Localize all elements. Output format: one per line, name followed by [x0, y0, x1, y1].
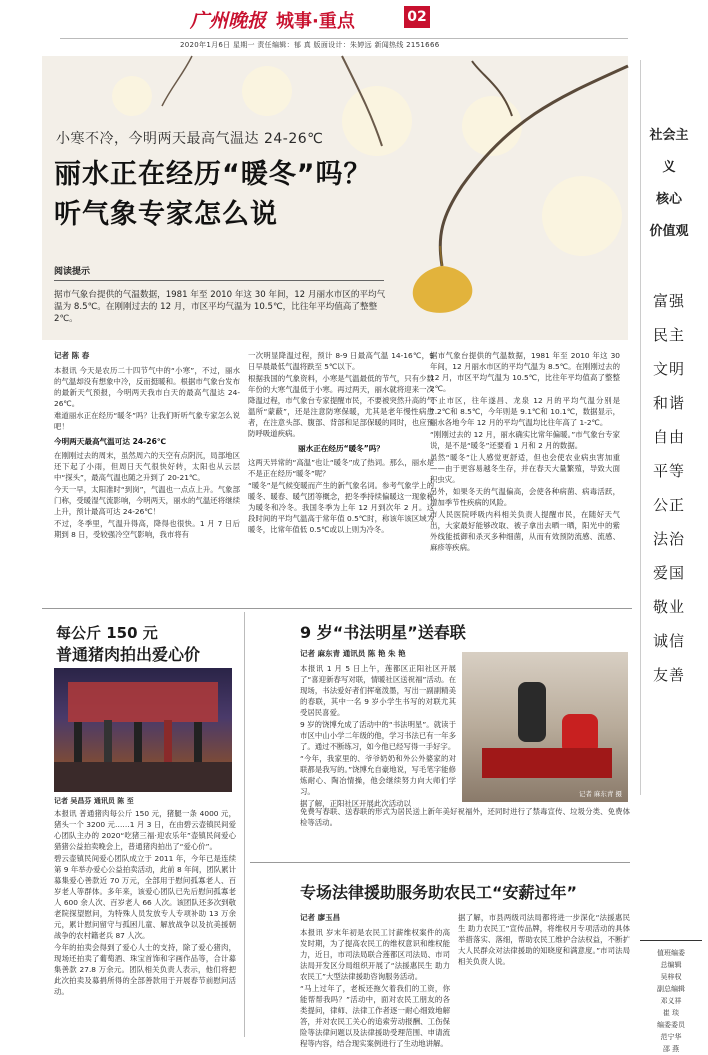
paragraph: “今年，我家里的、爷爷奶奶和外公外婆家的对联都是我写的。”饶博允自豪地说，写毛笔字能修炼耐心、陶冶情操，他会继续努力向大师们学习。 [300, 754, 456, 796]
credit-line: 邵 燕 [662, 1045, 680, 1053]
paragraph: 在刚刚过去的周末，虽然周六的天空有点阴沉，局部地区还下起了小雨，但周日天气很快好转，太阳也从云层中“探头”，最高气温也随之升到了 20-21℃。 [54, 451, 240, 482]
paragraph: 碧云壶镇民间爱心团队成立于 2011 年，今年已是连续第 9 年举办爱心公益拍卖活动，此前 8 年间，团队累计募集爱心善款近 70 万元，全部用于慰问孤寡老人、百岁老人等群体。多年来，该爱心团队已先后慰问孤寡老人 600 余人次、百岁老人 66 人次。该团队还多次到敬老院探望慰问，为特殊人员发放专人专项补助 13 万余元，累计慰问留守与孤困儿童、解放战争以及抗美援朝战争的农村籍老兵 87 人次。 [54, 854, 236, 940]
person-figure [104, 720, 112, 762]
legal-aid-col1 [300, 912, 450, 1048]
paragraph: “刚刚过去的 12 月，丽水确实比常年偏暖。”市气象台专家说，是不是“暖冬”还要看 1 月和 2 月的数据。 [430, 430, 620, 450]
pig-headline-line2: 普通猪肉拍出爱心价 [56, 645, 201, 664]
credit-line: 邓义祥 [660, 997, 682, 1005]
paragraph: 本报讯 普通猪肉每公斤 150 元，猪腿一条 4000 元，猪头一个 3200 元……1 月 3 日，在由碧云壶镇民间爱心团队主办的 2020“吃猪三福·迎农乐年”壶镇民间爱心猎猪公益拍卖晚会上，普通猪肉拍出了“爱心价”。 [54, 809, 236, 851]
paragraph: 今年的拍卖会得到了爱心人士的支持，除了爱心猪肉，现场还拍卖了葡萄酒、珠宝首饰和字画作品等，合计募集善款 27.8 万余元。团队相关负责人表示，他们将把此次拍卖及募捐所得的全部善款用于开展春节前慰问活动。 [54, 943, 236, 996]
editorial-credits [640, 940, 702, 1055]
paragraph: 今天一早，太阳准时“到岗”，气温也一点点上升。气象部门称，受暖湿气流影响，今明两天，丽水的气温还将继续上升，预计最高可达 24-26℃！ [54, 485, 240, 516]
paragraph: 本报讯 岁末年初是农民工讨薪维权案件的高发时期，为了提高农民工的维权意识和维权能力，近日，市司法局联合莲都区司法局、市司法局开发区分局组织开展了“法援惠民生 助力农民工”大型法律援助咨询服务活动。 [300, 928, 450, 981]
core-value: 公正 [652, 496, 685, 514]
core-value: 和谐 [652, 394, 685, 412]
core-value: 敬业 [652, 598, 685, 616]
person-figure [74, 722, 82, 762]
paragraph: 不过，冬季里，气温升得高，降得也很快。1 月 7 日后期到 8 日，受较强冷空气影响，我市将有 [54, 519, 240, 539]
credit-line: 吴梓权 [660, 973, 682, 981]
section-divider [42, 608, 632, 609]
auction-photo [54, 668, 232, 792]
credit-line: 范宁华 [660, 1033, 682, 1041]
person-figure [164, 720, 172, 762]
section-title: 城事·重点 [276, 11, 355, 32]
credit-line: 总编辑 [660, 961, 682, 969]
paragraph: 据了解，市县两级司法局都将进一步深化“法援惠民生 助力农民工”宣传品牌，将维权月专项活动的具体举措落实、落细，帮助农民工维护合法权益，不断扩大人民群众对法律援助的知晓度和满意度。”市司法局相关负责人说。 [458, 913, 630, 966]
calligraphy-headline: 9 岁“书法明星”送春联 [300, 623, 466, 642]
headline-line1: 丽水正在经历“暖冬”吗？ [54, 159, 372, 190]
legal-aid-headline: 专场法律援助服务助农民工“安薪过年” [300, 883, 578, 902]
core-values-heading: 社会主义 [649, 128, 689, 175]
photo-credit: 记者 麻东青 摄 [578, 790, 622, 798]
column-divider [244, 612, 245, 1037]
credit-line: 编委委员 [657, 1021, 685, 1029]
masthead [0, 0, 708, 36]
credit-line: 副总编辑 [657, 985, 685, 993]
calligraphy-article-tail: 免费写春联、送春联的形式为居民送上新年美好祝福外，还同时进行了禁毒宣传、垃圾分类、免费体检等活动。 [300, 807, 630, 827]
paragraph: 不止市区，往年遂昌、龙泉 12 月的平均气温分别是 7.2℃和 8.5℃，今年则是 9.1℃和 10.1℃，数据显示，丽水各地今年 12 月的平均气温均比往年高了 1-2℃。 [430, 396, 620, 427]
main-article-col3 [430, 350, 620, 605]
credit-line: 值班编委 [657, 949, 685, 957]
paragraph: 这两天异常的“高温”也让“暖冬”成了热词。那么，丽水是不是正在经历“暖冬”呢？ [248, 458, 434, 478]
couplet-paper [482, 748, 612, 778]
paragraph: 本报讯 今天是农历二十四节气中的“小寒”，不过，丽水的气温却没有想象中冷，反而挺暖和。根据市气象台发布的最新天气预报，今明两天我市白天的最高气温达 24-26℃。 [54, 366, 240, 408]
stage-banner [68, 682, 218, 722]
credit-line: 崔 琰 [662, 1009, 680, 1017]
hero-kicker: 小寒不冷，今明两天最高气温达 24-26℃ [56, 131, 324, 147]
core-value: 民主 [652, 326, 685, 344]
paragraph: 市人民医院呼吸内科相关负责人提醒市民，在随好天气出，大家最好能够改取、被子拿出去晒一晒，阳光中的紫外线能抵御和杀灭多种细菌，从而有效预防流感、流感、麻疹等疾病。 [430, 510, 620, 552]
core-value: 爱国 [652, 564, 685, 582]
paragraph: “暖冬”是气候变暖而产生的新气象名词。参考气象学上的暖冬、暖春、暖气团等概念，把冬季持续偏暖这一现象称为暖冬和冷冬。我国冬季为上年 12 月到次年 2 月。这段时间的平均气温高于常年值 0.5℃时，称该年该区域为暖冬，比常年值低 0.5℃或以上则为冷冬。 [248, 481, 434, 534]
byline: 记者 陈 春 [54, 351, 90, 360]
person-figure [134, 722, 142, 762]
paragraph: 另外，如果冬天的气温偏高，会使各种病菌、病毒活跃，增加季节性疾病的风险。 [430, 487, 620, 507]
core-value: 平等 [652, 462, 685, 480]
section-divider [250, 862, 630, 863]
core-value: 法治 [652, 530, 685, 548]
reading-tip-box [42, 262, 392, 340]
paragraph: “马上过年了，老板还拖欠着我们的工资，你能帮帮我吗？”活动中，面对农民工朋友的各类提问，律师、法律工作者逐一耐心细致地解答，并对农民工关心的追索劳动报酬、工伤保险等法律问题以及法律援助受理范围、申请流程等内容，结合现实案例进行了生动地讲解。 [300, 984, 450, 1048]
core-values-sidebar [646, 120, 692, 692]
core-values-heading: 价值观 [649, 224, 689, 239]
paragraph: 据了解，正阳社区开展此次活动以 [300, 799, 411, 808]
subheading: 今明两天最高气温可达 24-26℃ [54, 437, 167, 446]
main-article-col2 [248, 350, 434, 605]
calligraphy-photo [462, 652, 628, 802]
paragraph: 9 岁的饶博允成了活动中的“书法明星”。就读于市区中山小学二年级的他，学习书法已有一年多了。通过不断练习，如今他已经写得一手好字。 [300, 720, 456, 751]
newspaper-brand: 广州晚报 [190, 10, 267, 32]
byline: 记者 廖玉昌 [300, 913, 341, 922]
dateline: 2020年1月6日 星期一 责任编辑：郁 真 版面设计：朱婷远 新闻热线 2151666 [180, 41, 440, 49]
core-value: 富强 [652, 292, 685, 310]
core-value: 友善 [652, 666, 685, 684]
core-value: 自由 [652, 428, 685, 446]
main-article-col1 [54, 350, 240, 605]
paragraph: 根据我国的气象资料，小寒是气温最低的节气，只有少数年份的大寒气温低于小寒。再过两天，丽水就将迎来一次降温过程，市气象台专家提醒市民，不要被突然升高的气温所“蒙蔽”，还是注意防寒保暖，尤其是老年慢性病患者，在注意头部、腹部、背部和足部保暖的同时，也应预防呼吸道疾病。 [248, 374, 434, 438]
reading-tip-text: 据市气象台提供的气温数据，1981 年至 2010 年这 30 年间，12 月丽水市区的平均气温为 8.5℃。在刚刚过去的 12 月，市区平均气温为 10.5℃，比往年平均值高了整整 2℃。 [54, 290, 386, 324]
byline: 记者 麻东青 通讯员 陈 艳 朱 艳 [300, 649, 406, 658]
subheading: 丽水正在经历“暖冬”吗？ [298, 444, 384, 453]
divider [54, 280, 384, 281]
pig-headline-line1: 每公斤 150 元 [56, 624, 158, 642]
headline-line2: 听气象专家怎么说 [54, 199, 278, 230]
core-value: 文明 [652, 360, 685, 378]
paragraph: 虽然“暖冬”让人感觉更舒适，但也会使农业病虫害加重——由于更容易越冬生存，并在春天大量繁殖，导致大面积虫灾。 [430, 453, 620, 484]
core-values-heading: 核心 [655, 192, 682, 207]
core-value: 诚信 [652, 632, 685, 650]
pig-article-body [54, 808, 236, 1038]
adult-figure [518, 682, 546, 742]
reading-tip-label: 阅读提示 [54, 267, 91, 277]
pig-photo-caption: 记者 吴昌芬 通讯员 陈 至 [54, 797, 134, 805]
paragraph: 一次明显降温过程，预计 8-9 日最高气温 14-16℃，9 日早晨最低气温将跌至 5℃以下。 [248, 351, 434, 371]
legal-aid-col2 [458, 912, 630, 1040]
stage-floor [54, 762, 232, 792]
paragraph: 难道丽水正在经历“暖冬”吗？让我们听听气象专家怎么说吧！ [54, 411, 240, 431]
person-figure [194, 722, 202, 762]
paragraph: 本报讯 1 月 5 日上午，莲都区正阳社区开展了“喜迎新春写对联，情暖社区送祝福”活动。在现场，书法爱好者们挥毫泼墨，写出一副副精美的春联，其中一名 9 岁小学生书写的对联尤其受居民喜爱。 [300, 664, 456, 717]
page-number: 02 [404, 6, 430, 28]
paragraph: 据市气象台提供的气温数据，1981 年至 2010 年这 30 年间，12 月丽水市区的平均气温为 8.5℃。在刚刚过去的 12 月，市区平均气温为 10.5℃，比往年平均值高了整整 2℃。 [430, 351, 620, 393]
